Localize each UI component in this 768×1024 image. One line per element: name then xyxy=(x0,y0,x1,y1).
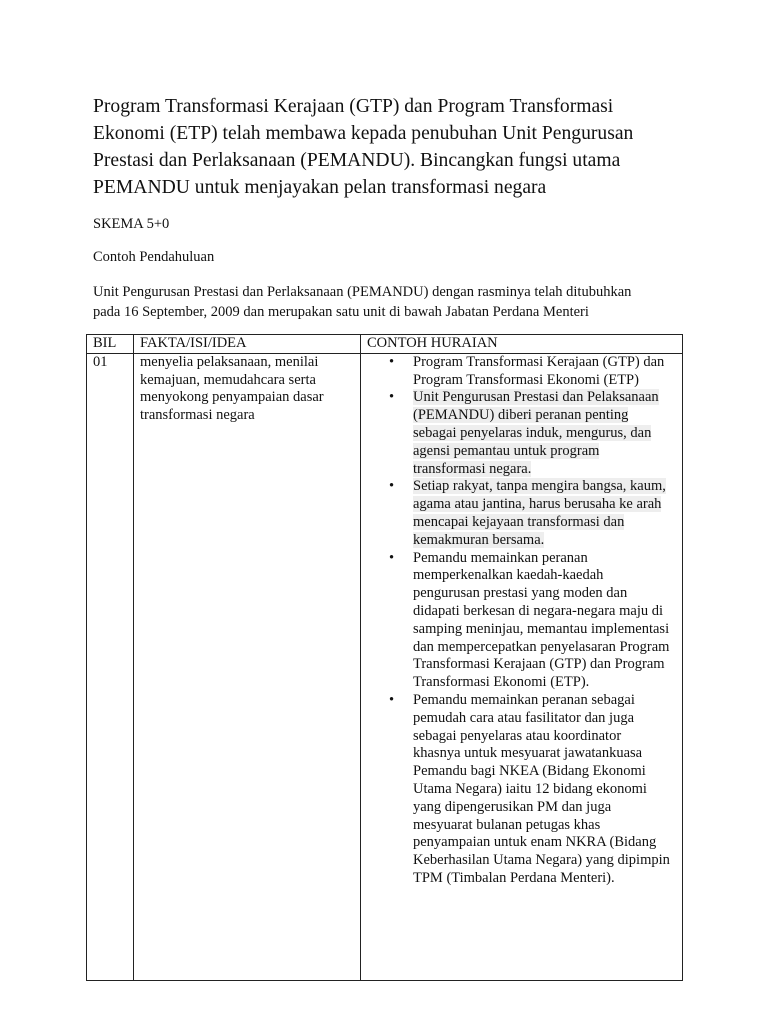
header-fakta: FAKTA/ISI/IDEA xyxy=(134,335,361,354)
question-line: PEMANDU untuk menjayakan pelan transformasi negara xyxy=(93,177,547,198)
bullet-icon: • xyxy=(389,478,395,495)
intro-line: pada 16 September, 2009 dan merupakan satu unit di bawah Jabatan Perdana Menteri xyxy=(93,304,589,320)
fakta-text: menyelia pelaksanaan, menilai kemajuan, memudahcara serta menyokong penyampaian dasar transformasi negara xyxy=(140,353,324,424)
huraian-point-text: Pemandu memainkan peranan sebagai pemudah cara atau fasilitator dan juga sebagai penyelaras atau koordinator khasnya untuk mesyuarat jawatankuasa Pemandu bagi NKEA (Bidang Ekonomi Utama Negara) iaitu 12 bidang ekonomi yang dipengerusikan PM dan juga mesyuarat bulanan petugas khas penyampaian untuk enam NKRA (Bidang Keberhasilan Utama Negara) yang dipimpin TPM (Timbalan Perdana Menteri). xyxy=(413,691,670,886)
bullet-icon: • xyxy=(389,691,395,708)
bullet-icon: • xyxy=(389,549,395,566)
huraian-point-text: Program Transformasi Kerajaan (GTP) dan Program Transformasi Ekonomi (ETP) xyxy=(413,353,665,388)
intro-label: Contoh Pendahuluan xyxy=(93,249,215,265)
huraian-point-text: Unit Pengurusan Prestasi dan Pelaksanaan (PEMANDU) diberi peranan penting sebagai penyelaras induk, mengurus, dan agensi pemantau untuk program transformasi negara. xyxy=(413,389,659,477)
cell-huraian xyxy=(361,353,683,980)
huraian-point xyxy=(367,354,670,390)
table-row xyxy=(87,353,683,980)
cell-fakta xyxy=(134,353,361,980)
question-line: Program Transformasi Kerajaan (GTP) dan Program Transformasi xyxy=(93,96,614,117)
bullet-icon: • xyxy=(389,389,395,406)
schema-label: SKEMA 5+0 xyxy=(93,216,170,232)
intro-paragraph xyxy=(93,282,631,322)
cell-bil: 01 xyxy=(87,353,134,980)
table-header-row xyxy=(87,335,683,354)
question-heading xyxy=(93,93,693,201)
huraian-point xyxy=(367,478,670,549)
huraian-list xyxy=(367,354,682,888)
huraian-point-text: Pemandu memainkan peranan memperkenalkan kaedah-kaedah pengurusan prestasi yang moden dan didapati berkesan di negara-negara maju di samping meninjau, memantau implementasi dan mempercepatkan penyelasaran Program Transformasi Kerajaan (GTP) dan Program Transformasi Ekonomi (ETP). xyxy=(413,549,670,691)
huraian-point xyxy=(367,389,670,478)
bullet-icon: • xyxy=(389,353,395,370)
question-line: Ekonomi (ETP) telah membawa kepada penubuhan Unit Pengurusan xyxy=(93,123,634,144)
huraian-point xyxy=(367,692,670,888)
huraian-point xyxy=(367,550,670,692)
question-line: Prestasi dan Perlaksanaan (PEMANDU). Bincangkan fungsi utama xyxy=(93,150,621,171)
answer-table xyxy=(86,334,683,981)
huraian-point-text: Setiap rakyat, tanpa mengira bangsa, kaum, agama atau jantina, harus berusaha ke arah mencapai kejayaan transformasi dan kemakmuran bersama. xyxy=(413,478,666,548)
header-bil: BIL xyxy=(87,335,134,354)
intro-line: Unit Pengurusan Prestasi dan Perlaksanaan (PEMANDU) dengan rasminya telah ditubuhkan xyxy=(93,284,632,300)
header-huraian: CONTOH HURAIAN xyxy=(361,335,683,354)
